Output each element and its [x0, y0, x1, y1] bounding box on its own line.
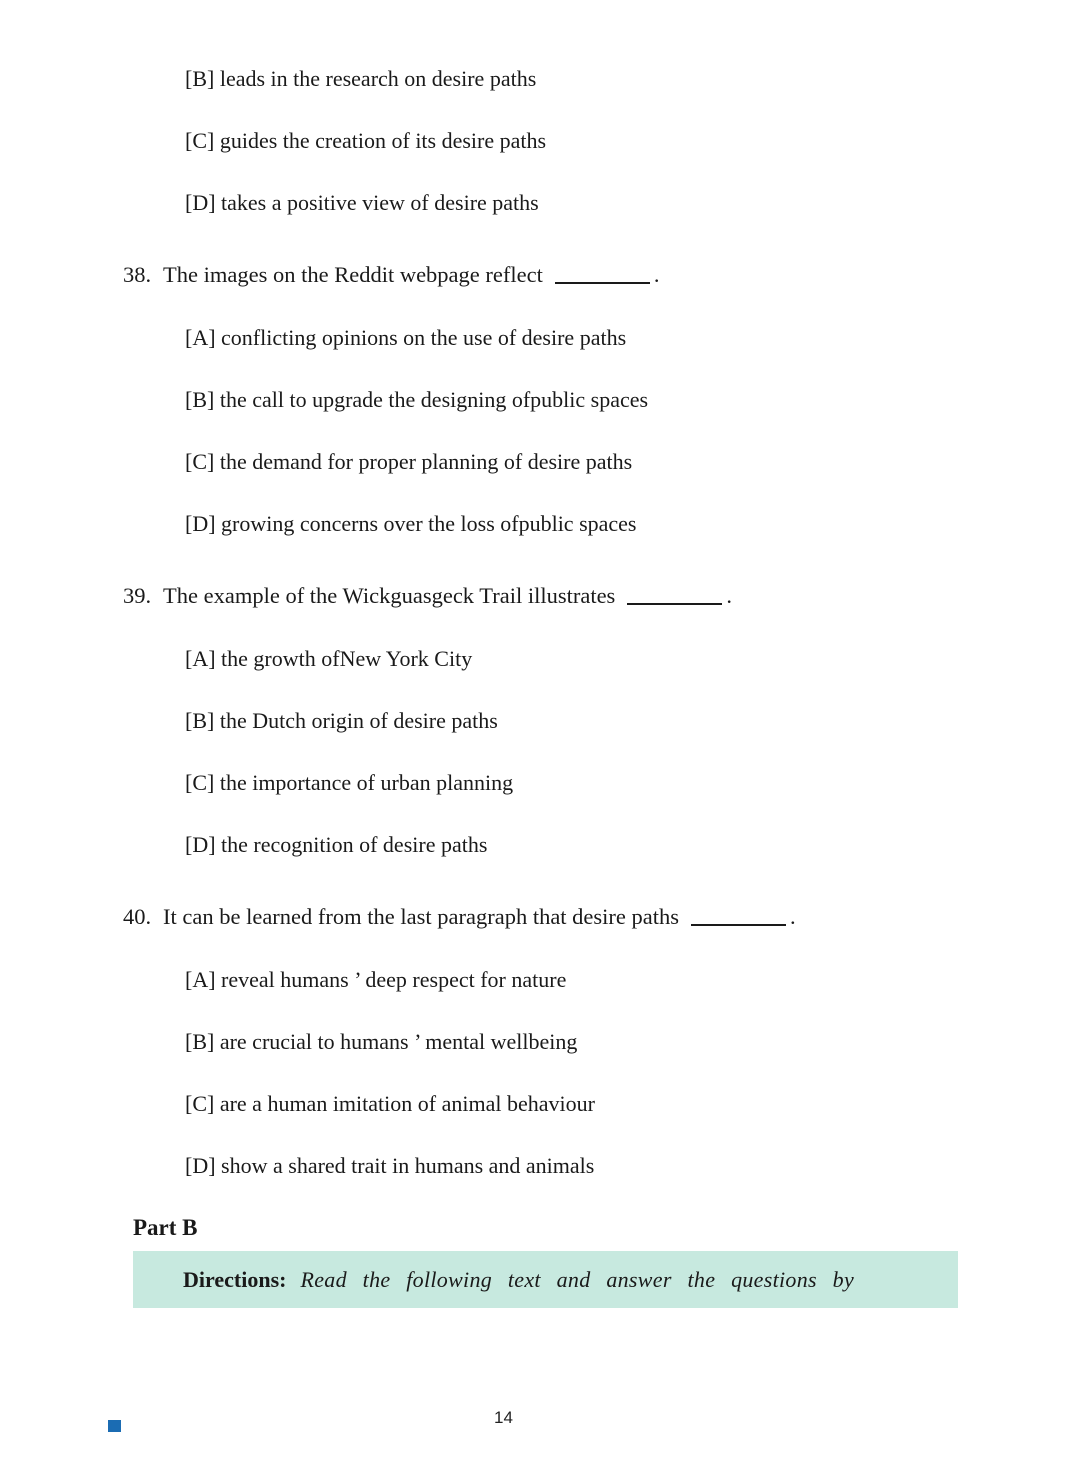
- answer-option: [A] the growth ofNew York City: [185, 646, 473, 671]
- answer-option: [A] conflicting opinions on the use of desire paths: [185, 325, 627, 350]
- answer-option: [C] guides the creation of its desire paths: [185, 128, 547, 153]
- answer-option: [C] the demand for proper planning of desire paths: [185, 449, 633, 474]
- page-number: 14: [494, 1408, 513, 1427]
- fill-in-blank-line: [555, 282, 650, 284]
- answer-option: [D] the recognition of desire paths: [185, 832, 488, 857]
- answer-option: [B] the call to upgrade the designing ofpublic spaces: [185, 387, 649, 412]
- part-b-heading: Part B: [133, 1215, 198, 1240]
- directions-box: [133, 1251, 958, 1308]
- answer-option: [B] leads in the research on desire paths: [185, 66, 537, 91]
- question-stem: [123, 571, 1080, 611]
- question-number: 40.: [123, 904, 152, 929]
- directions-text: Read the following text and answer the questions by: [300, 1266, 855, 1292]
- question-text: The example of the Wickguasgeck Trail illustrates: [163, 583, 616, 608]
- answer-option: [C] the importance of urban planning: [185, 770, 514, 795]
- question-text: It can be learned from the last paragraph that desire paths: [163, 904, 680, 929]
- answer-option: [D] show a shared trait in humans and animals: [185, 1153, 595, 1178]
- directions-label: Directions:: [183, 1266, 287, 1292]
- stem-period: .: [653, 262, 660, 287]
- questions-list: [0, 64, 1080, 1181]
- question-number: 39.: [123, 583, 152, 608]
- question-stem: [123, 892, 1080, 932]
- fill-in-blank-line: [627, 603, 722, 605]
- question-number: 38.: [123, 262, 152, 287]
- footer-accent-square: [108, 1420, 121, 1432]
- answer-option: [B] the Dutch origin of desire paths: [185, 708, 498, 733]
- answer-option: [A] reveal humans ’ deep respect for nature: [185, 967, 567, 992]
- answer-option: [B] are crucial to humans ’ mental wellbeing: [185, 1029, 578, 1054]
- fill-in-blank-line: [691, 924, 786, 926]
- question-text: The images on the Reddit webpage reflect: [163, 262, 543, 287]
- answer-option: [C] are a human imitation of animal behaviour: [185, 1091, 595, 1116]
- answer-option: [D] growing concerns over the loss ofpublic spaces: [185, 511, 637, 536]
- stem-period: .: [726, 583, 732, 608]
- stem-period: .: [790, 904, 796, 929]
- answer-option: [D] takes a positive view of desire paths: [185, 190, 539, 215]
- question-stem: [123, 250, 1080, 290]
